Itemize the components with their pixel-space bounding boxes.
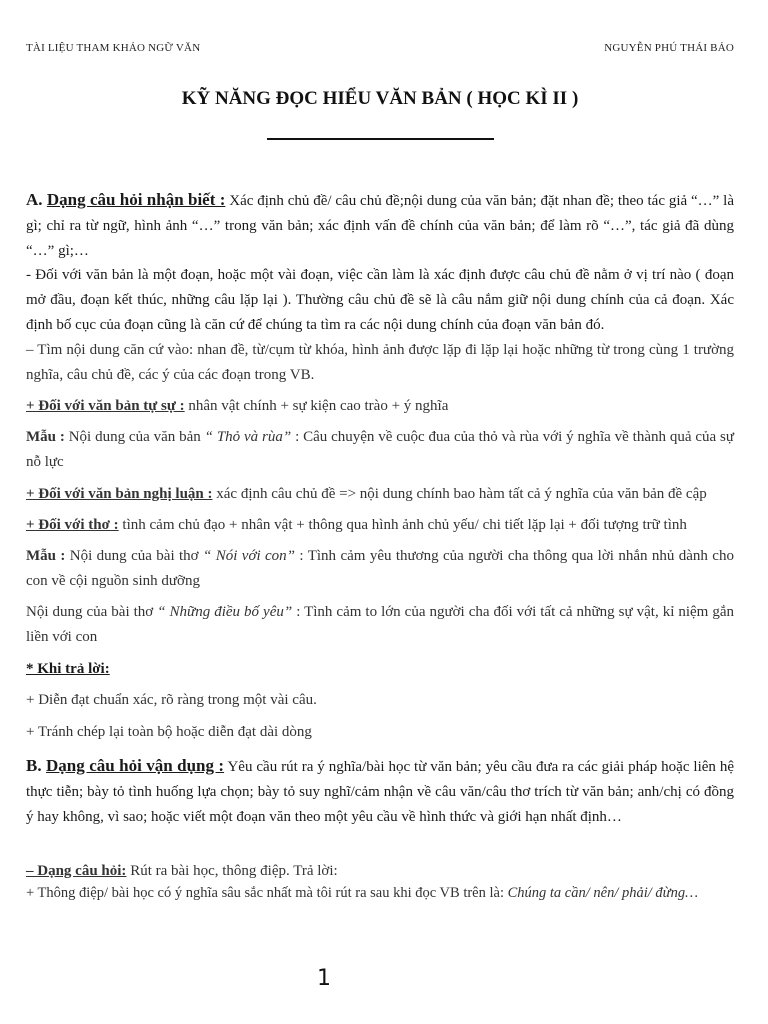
section-a-para1: - Đối với văn bản là một đoạn, hoặc một vài đoạn, việc cần làm là xác định được câu chủ đề nằm ở vị trí nào ( đoạn mở đầu, đoạn kết thúc, những câu lặp lại ). Thường câu chủ đề sẽ là câu nắm giữ nội dung chính của cả đoạn. Xác định bố cục của đoạn cũng là căn cứ để chúng ta tìm ra các nội dung chính của đoạn văn bản đó.	[26, 267, 734, 333]
mau2-line	[26, 544, 734, 594]
nghiluan-text: xác định câu chủ đề => nội dung chính bao hàm tất cả ý nghĩa của văn bản đề cập	[212, 486, 707, 502]
tho-label: + Đối với thơ :	[26, 517, 119, 533]
tusu-text: nhân vật chính + sự kiện cao trào + ý nghĩa	[184, 398, 449, 414]
section-b-intro	[26, 753, 734, 830]
answer-bullet-2: + Tránh chép lại toàn bộ hoặc diễn đạt dài dòng	[26, 724, 312, 740]
page-title: KỸ NĂNG ĐỌC HIỂU VĂN BẢN ( HỌC KÌ II )	[181, 88, 579, 109]
section-b-intro-text: Yêu cầu rút ra ý nghĩa/bài học từ văn bản; yêu cầu đưa ra các giải pháp hoặc liên hệ thực tiễn; bày tỏ tình huống lựa chọn; bày tỏ suy nghĩ/cảm nhận về câu văn/câu thơ trích từ văn bản; anh/chị có đồng ý hay không, vì sao; hoặc viết một đoạn văn theo một yêu cầu về hình thức và giới hạn nhất định…	[26, 759, 735, 825]
section-a-para2: – Tìm nội dung căn cứ vào: nhan đề, từ/cụm từ khóa, hình ảnh được lặp đi lặp lại hoặc những từ trong cùng 1 trường nghĩa, câu chủ đề, các ý của các đoạn trong VB.	[26, 342, 734, 383]
mau1-line	[26, 425, 734, 475]
header-right: NGUYỄN PHÚ THÁI BẢO	[604, 42, 734, 54]
mau1-post: : Câu chuyện về cuộc đua của thỏ và rùa với ý nghĩa về thành quả của sự nỗ lực	[26, 429, 735, 470]
dang-cau-hoi-line	[26, 861, 734, 881]
section-a-letter: A.	[26, 190, 47, 209]
mau2-pre: Nội dung của bài thơ	[65, 548, 203, 564]
thong-diep-pre: + Thông điệp/ bài học có ý nghĩa sâu sắc nhất mà tôi rút ra sau khi đọc VB trên là:	[26, 885, 508, 901]
mau3-pre: Nội dung của bài thơ	[26, 604, 158, 620]
section-a-intro-text: Xác định chủ đề/ câu chủ đề;nội dung của văn bản; đặt nhan đề; theo tác giả “…” là gì; chỉ ra từ ngữ, hình ảnh “…” trong văn bản; xác định vấn đề chính của văn bản; để làm rõ “…”, tác giả đã dùng “…” gì;…	[26, 193, 734, 259]
mau3-line	[26, 600, 734, 650]
khi-tra-loi-label: * Khi trả lời:	[26, 661, 110, 677]
mau1-title: “ Thỏ và rùa”	[204, 429, 292, 445]
title-underline-rule	[267, 138, 494, 140]
section-b-letter: B.	[26, 756, 47, 775]
nghiluan-label: + Đối với văn bản nghị luận :	[26, 486, 213, 502]
thong-diep-italic: Chúng ta cần/ nên/ phải/ đừng…	[507, 885, 698, 901]
header-left: TÀI LIỆU THAM KHẢO NGỮ VĂN	[26, 42, 201, 54]
answer-bullet-1: + Diễn đạt chuẩn xác, rõ ràng trong một vài câu.	[26, 692, 317, 708]
tho-line	[26, 513, 734, 538]
tusu-label: + Đối với văn bản tự sự :	[26, 398, 185, 414]
section-a-intro	[26, 187, 734, 264]
mau3-post: : Tình cảm to lớn của người cha đối với tất cả những sự vật, kỉ niệm gắn liền với con	[26, 604, 735, 645]
mau1-pre: Nội dung của văn bản	[64, 429, 205, 445]
khi-tra-loi-heading	[26, 657, 734, 682]
mau3-title: “ Những điều bố yêu”	[157, 604, 293, 620]
mau2-post: : Tình cảm yêu thương của người cha thông qua lời nhắn nhủ dành cho con về cội nguồn sinh dưỡng	[26, 548, 734, 589]
section-a-heading: Dạng câu hỏi nhận biết :	[46, 190, 226, 209]
nghiluan-line	[26, 482, 734, 507]
mau1-label: Mẫu :	[26, 429, 65, 445]
section-b-heading: Dạng câu hỏi vận dụng :	[46, 756, 225, 775]
dang-cau-hoi-label: – Dạng câu hỏi:	[26, 863, 127, 879]
tho-text: tình cảm chủ đạo + nhân vật + thông qua hình ảnh chủ yếu/ chi tiết lặp lại + đối tượng trữ tình	[118, 517, 687, 533]
tusu-line	[26, 394, 734, 419]
dang-cau-hoi-text: Rút ra bài học, thông điệp. Trả lời:	[126, 863, 338, 879]
mau2-label: Mẫu :	[26, 548, 66, 564]
document-page	[26, 0, 734, 1024]
mau2-title: “ Nói với con”	[203, 548, 296, 564]
page-number: 1	[317, 966, 331, 991]
thong-diep-line	[26, 884, 734, 902]
